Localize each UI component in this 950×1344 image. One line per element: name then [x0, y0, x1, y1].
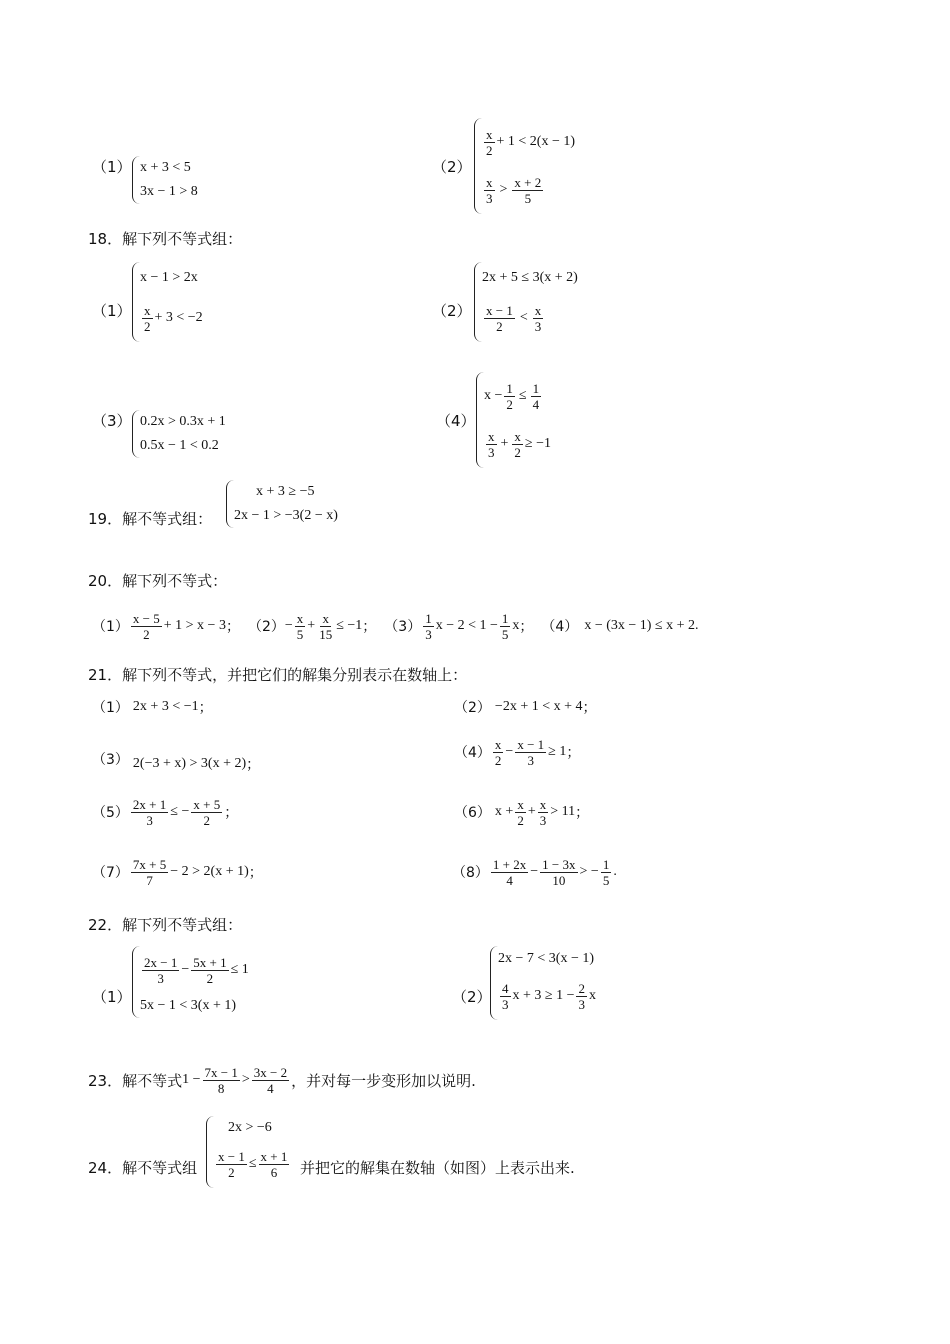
q20-label-2: （2）: [247, 619, 285, 635]
q18-system-2: [474, 262, 578, 342]
p17-label-2: （2）: [432, 158, 472, 176]
q21-item-5: （5） $\frac{2x + 1}{3}$ ≤ − $\frac{x + 5}{2}$ ；: [92, 796, 239, 828]
q19-title: 19．解不等式组：: [88, 510, 213, 528]
ineq: $\frac{x - 1}{2}$ < $\frac{x}{3}$: [486, 302, 542, 334]
q23-row: 23．解不等式 1 − $\frac{7x - 1}{8}$ > $\frac{3x - 2}{4}$ ，并对每一步变形加以说明.: [88, 1064, 476, 1096]
q22-system-1: [132, 946, 249, 1018]
ineq: 3x − 1 > 8: [140, 184, 198, 199]
ineq: 5x − 1 < 3(x + 1): [140, 998, 237, 1013]
p17-system-2: [474, 118, 575, 214]
q23-prefix: 23．解不等式: [88, 1071, 183, 1090]
q18-system-3: [132, 410, 226, 458]
q20-title: 20．解下列不等式：: [88, 572, 228, 590]
ineq: 0.2x > 0.3x + 1: [140, 414, 226, 429]
ineq: $\frac{x}{3}$ > $\frac{x + 2}{5}$: [486, 174, 542, 206]
q18-title: 18．解下列不等式组：: [88, 230, 243, 248]
q22-title: 22．解下列不等式组：: [88, 916, 243, 934]
q21-item-2: （2） −2x + 1 < x + 4 ；: [454, 699, 597, 716]
p17-label-1: （1）: [92, 158, 132, 176]
q18-label-3: （3）: [92, 412, 132, 430]
q21-item-4: （4） $\frac{x}{2}$ − $\frac{x - 1}{3}$ ≥ 1 ；: [454, 736, 581, 768]
ineq: 2x + 5 ≤ 3(x + 2): [482, 270, 578, 285]
q24-prefix: 24．解不等式组: [88, 1159, 198, 1177]
q19-system: [226, 480, 338, 528]
ineq: $\frac{x}{2}$ + 3 < −2: [144, 302, 203, 334]
p17-system-1: [132, 156, 198, 204]
q18-label-2: （2）: [432, 302, 472, 320]
q24-system: [206, 1116, 291, 1188]
q18-system-1: [132, 262, 203, 342]
q24-suffix: 并把它的解集在数轴（如图）上表示出来.: [300, 1159, 575, 1177]
q20-label-3: （3）: [384, 619, 422, 635]
q21-item-7: （7） $\frac{7x + 5}{7}$ − 2 > 2(x + 1) ；: [92, 856, 263, 888]
ineq: x + 3 < 5: [140, 160, 191, 175]
q18-label-1: （1）: [92, 302, 132, 320]
q20-label-4: （4）: [541, 619, 579, 635]
ineq: x − $\frac{1}{2}$ ≤ $\frac{1}{4}$: [484, 380, 540, 412]
ineq: $\frac{x - 1}{2}$ ≤ $\frac{x + 1}{6}$: [218, 1148, 288, 1180]
q21-item-3: （3） 2(−3 + x) > 3(x + 2) ；: [92, 752, 261, 773]
ineq: x − 1 > 2x: [140, 270, 198, 285]
q18-label-4: （4）: [436, 412, 476, 430]
ineq: 2x − 7 < 3(x − 1): [498, 951, 595, 966]
q23-suffix: ，并对每一步变形加以说明.: [291, 1071, 476, 1090]
ineq: $\frac{2x - 1}{3}$ − $\frac{5x + 1}{2}$ ≤ 1: [144, 954, 249, 986]
ineq: x + 3 ≥ −5: [256, 484, 315, 499]
q22-label-2: （2）: [452, 988, 492, 1006]
q22-label-1: （1）: [92, 988, 132, 1006]
q18-system-4: [476, 372, 551, 468]
ineq: 2x > −6: [228, 1120, 272, 1135]
q21-item-6: （6） x + $\frac{x}{2}$ + $\frac{x}{3}$ > 11 ；: [454, 796, 590, 828]
q21-item-1: （1） 2x + 3 < −1 ；: [92, 699, 213, 716]
ineq: 2x − 1 > −3(2 − x): [234, 508, 338, 523]
ineq: $\frac{x}{3}$ + $\frac{x}{2}$ ≥ −1: [488, 428, 551, 460]
q20-label-1: （1）: [92, 619, 129, 635]
ineq: 0.5x − 1 < 0.2: [140, 438, 219, 453]
q21-title: 21．解下列不等式，并把它们的解集分别表示在数轴上：: [88, 666, 468, 684]
q20-row: （1） $\frac{x - 5}{2}$ + 1 > x − 3 ； （2） − $\frac{x}{5}$ + $\frac{x}{15}$ ≤ −1 ； （3） $\frac{1}{3}$ x − 2 < 1 − $\frac{1}{5}$ x ； （4） x − (3x − 1) ≤ x + 2 .: [92, 610, 699, 642]
q21-item-8: （8） $\frac{1 + 2x}{4}$ − $\frac{1 - 3x}{10}$ > − $\frac{1}{5}$ .: [452, 856, 617, 888]
ineq: $\frac{4}{3}$ x + 3 ≥ 1 − $\frac{2}{3}$ x: [502, 980, 596, 1012]
ineq: $\frac{x}{2}$ + 1 < 2(x − 1): [486, 126, 576, 158]
q22-system-2: [490, 946, 596, 1020]
